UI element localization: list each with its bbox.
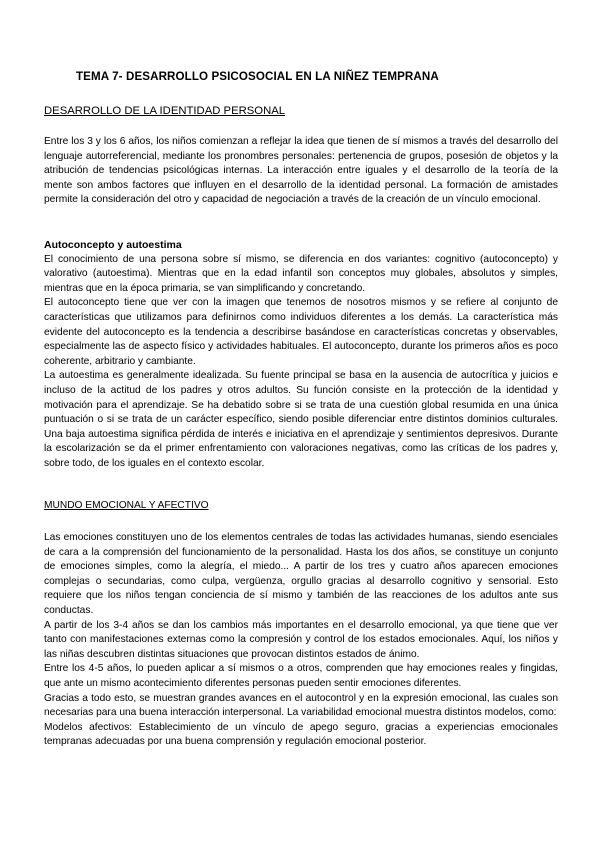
paragraph: Gracias a todo esto, se muestran grandes avances en el autocontrol y en la expresión emocional, las cuales son necesarias para una buena interacción interpersonal. La variabilidad emocional muestra distintos modelos, como: [44,692,558,719]
section-heading-identidad: DESARROLLO DE LA IDENTIDAD PERSONAL [44,105,286,117]
section-intro [44,135,558,208]
subsection-autoconcepto [44,238,558,472]
paragraph: Modelos afectivos: Establecimiento de un vínculo de apego seguro, gracias a experiencias emocionales tempranas adecuadas por una buena comprensión y regulación emocional posterior. [44,721,558,748]
paragraph: Entre los 4-5 años, lo pueden aplicar a sí mismos o a otros, comprenden que hay emociones reales y fingidas, que ante un mismo acontecimiento diferentes personas pueden sentir emociones diferentes. [44,663,558,689]
paragraph: El autoconcepto tiene que ver con la imagen que tenemos de nosotros mismos y se refiere al conjunto de características que utilizamos para definirnos como individuos diferentes a los demás. La característica más evidente del autoconcepto es la tendencia a describirse basándose en características concretas y observables, especialmente las de aspecto físico y actividades habituales. El autoconcepto, durante los primeros años es poco coherente, arbitrario y cambiante. [44,297,558,367]
paragraph: El conocimiento de una persona sobre sí mismo, se diferencia en dos variantes: cognitivo (autoconcepto) y valorativo (autoestima). Mientras que en la edad infantil son conceptos muy globales, absolutos y simples, mientras que en la época primaria, se van simplificando y concretando. [44,253,558,294]
paragraph: A partir de los 3-4 años se dan los cambios más importantes en el desarrollo emocional, ya que tiene que ver tanto con manifestaciones externas como la compresión y control de los estados emocionales. Aquí, los niños y las niñas descubren distintas situaciones que provocan distintos estados de ánimo. [44,619,558,660]
paragraph: Entre los 3 y los 6 años, los niños comienzan a reflejar la idea que tienen de sí mismos a través del desarrollo del lenguaje autorreferencial, mediante los pronombres personales: pertenencia de grupos, posesión de objetos y la atribución de tendencias psicológicas internas. La interacción entre iguales y el desarrollo de la teoría de la mente son ambos factores que influyen en el desarrollo de la identidad personal. La formación de amistades permite la consideración del otro y capacidad de negociación a través de la creación de un vínculo emocional. [44,136,558,206]
subheading-autoconcepto: Autoconcepto y autoestima [44,239,182,251]
document-title: TEMA 7- DESARROLLO PSICOSOCIAL EN LA NIÑEZ TEMPRANA [76,70,439,83]
paragraph: La autoestima es generalmente idealizada. Su fuente principal se basa en la ausencia de autocrítica y juicios e incluso de la actitud de los padres y otros adultos. Su función consiste en la protección de la identidad y motivación para el aprendizaje. Se ha debatido sobre si se trata de una cuestión global resumida en una única puntuación o si se trata de un carácter específico, siendo posible diferenciar entre distintos dominios culturales. Una baja autoestima significa pérdida de interés e iniciativa en el aprendizaje y sentimientos depresivos. Durante la escolarización se da el primer enfrentamiento con valoraciones negativas, como las críticas de los padres y, sobre todo, de los iguales en el contexto escolar. [44,370,558,469]
paragraph: Las emociones constituyen uno de los elementos centrales de todas las actividades humanas, siendo esenciales de cara a la comprensión del funcionamiento de la personalidad. Hasta los dos años, se constituye un conjunto de emociones simples, como la alegría, el miedo... A partir de los tres y cuatro años aparecen emociones complejas o secundarias, como culpa, vergüenza, orgullo gracias al desarrollo cognitivo y sensorial. Esto requiere que los niños tengan conciencia de sí mismo y también de las reacciones de los adultos ante sus conductas. [44,532,558,616]
section-emocional [44,531,558,750]
section-heading-emocional: MUNDO EMOCIONAL Y AFECTIVO [44,500,209,511]
